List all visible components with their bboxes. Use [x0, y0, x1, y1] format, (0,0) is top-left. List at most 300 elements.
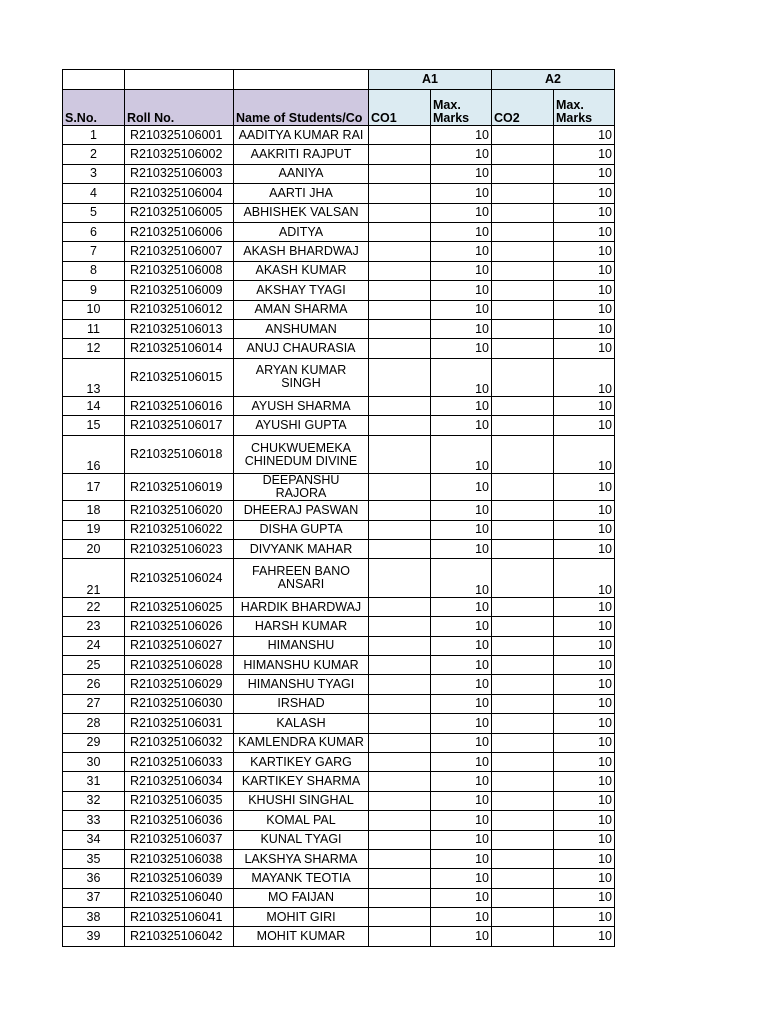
cell-co1[interactable] — [369, 714, 431, 733]
cell-max-marks-2[interactable]: 10 — [554, 617, 615, 636]
cell-co2[interactable] — [492, 830, 554, 849]
cell-max-marks-2[interactable]: 10 — [554, 242, 615, 261]
cell-max-marks-2[interactable]: 10 — [554, 261, 615, 280]
cell-co1[interactable] — [369, 397, 431, 416]
cell-max-marks-2[interactable]: 10 — [554, 597, 615, 616]
cell-max-marks-1[interactable]: 10 — [431, 540, 492, 559]
cell-sno[interactable]: 4 — [63, 184, 125, 203]
cell-co1[interactable] — [369, 222, 431, 241]
cell-roll-no[interactable]: R210325106041 — [125, 908, 234, 927]
cell-roll-no[interactable]: R210325106008 — [125, 261, 234, 280]
cell-sno[interactable]: 13 — [63, 358, 125, 396]
cell-max-marks-2[interactable]: 10 — [554, 772, 615, 791]
cell-max-marks-1[interactable]: 10 — [431, 203, 492, 222]
cell-max-marks-2[interactable]: 10 — [554, 636, 615, 655]
cell-roll-no[interactable]: R210325106014 — [125, 339, 234, 358]
cell-co2[interactable] — [492, 416, 554, 435]
cell-max-marks-2[interactable]: 10 — [554, 559, 615, 597]
cell-max-marks-1[interactable]: 10 — [431, 358, 492, 396]
cell-sno[interactable]: 8 — [63, 261, 125, 280]
cell-co1[interactable] — [369, 184, 431, 203]
cell-roll-no[interactable]: R210325106018 — [125, 435, 234, 473]
cell-roll-no[interactable]: R210325106016 — [125, 397, 234, 416]
cell-co2[interactable] — [492, 242, 554, 261]
cell-student-name[interactable]: MOHIT GIRI — [234, 908, 369, 927]
cell-max-marks-2[interactable]: 10 — [554, 501, 615, 520]
cell-co1[interactable] — [369, 617, 431, 636]
cell-co2[interactable] — [492, 474, 554, 501]
cell-roll-no[interactable]: R210325106042 — [125, 927, 234, 946]
cell-co1[interactable] — [369, 319, 431, 338]
cell-max-marks-2[interactable]: 10 — [554, 675, 615, 694]
cell-student-name[interactable]: AYUSH SHARMA — [234, 397, 369, 416]
header-blank-cell[interactable] — [125, 70, 234, 90]
cell-sno[interactable]: 34 — [63, 830, 125, 849]
cell-student-name[interactable]: AADITYA KUMAR RAI — [234, 126, 369, 145]
cell-roll-no[interactable]: R210325106022 — [125, 520, 234, 539]
cell-max-marks-1[interactable]: 10 — [431, 300, 492, 319]
cell-max-marks-2[interactable]: 10 — [554, 908, 615, 927]
cell-roll-no[interactable]: R210325106032 — [125, 733, 234, 752]
cell-co2[interactable] — [492, 435, 554, 473]
cell-co2[interactable] — [492, 908, 554, 927]
cell-co1[interactable] — [369, 849, 431, 868]
cell-max-marks-1[interactable]: 10 — [431, 126, 492, 145]
cell-roll-no[interactable]: R210325106026 — [125, 617, 234, 636]
cell-co2[interactable] — [492, 675, 554, 694]
cell-co2[interactable] — [492, 636, 554, 655]
cell-max-marks-1[interactable]: 10 — [431, 888, 492, 907]
cell-max-marks-2[interactable]: 10 — [554, 222, 615, 241]
cell-max-marks-2[interactable]: 10 — [554, 694, 615, 713]
cell-max-marks-1[interactable]: 10 — [431, 752, 492, 771]
cell-sno[interactable]: 19 — [63, 520, 125, 539]
header-group-a2[interactable]: A2 — [492, 70, 615, 90]
cell-co2[interactable] — [492, 694, 554, 713]
cell-co2[interactable] — [492, 733, 554, 752]
cell-max-marks-1[interactable]: 10 — [431, 597, 492, 616]
cell-sno[interactable]: 35 — [63, 849, 125, 868]
cell-max-marks-2[interactable]: 10 — [554, 126, 615, 145]
cell-sno[interactable]: 37 — [63, 888, 125, 907]
cell-max-marks-2[interactable]: 10 — [554, 927, 615, 946]
cell-co2[interactable] — [492, 164, 554, 183]
cell-sno[interactable]: 25 — [63, 655, 125, 674]
cell-roll-no[interactable]: R210325106038 — [125, 849, 234, 868]
cell-roll-no[interactable]: R210325106040 — [125, 888, 234, 907]
cell-max-marks-2[interactable]: 10 — [554, 300, 615, 319]
table-row — [63, 203, 615, 222]
cell-sno[interactable]: 14 — [63, 397, 125, 416]
cell-max-marks-2[interactable]: 10 — [554, 520, 615, 539]
table-row — [63, 811, 615, 830]
cell-roll-no[interactable]: R210325106017 — [125, 416, 234, 435]
cell-sno[interactable]: 21 — [63, 559, 125, 597]
header-co2[interactable]: CO2 — [492, 90, 554, 126]
cell-max-marks-1[interactable]: 10 — [431, 811, 492, 830]
cell-max-marks-2[interactable]: 10 — [554, 655, 615, 674]
cell-co1[interactable] — [369, 927, 431, 946]
cell-student-name[interactable]: ANUJ CHAURASIA — [234, 339, 369, 358]
cell-max-marks-2[interactable]: 10 — [554, 811, 615, 830]
table-row — [63, 694, 615, 713]
cell-co1[interactable] — [369, 501, 431, 520]
cell-co2[interactable] — [492, 772, 554, 791]
cell-co1[interactable] — [369, 261, 431, 280]
cell-co1[interactable] — [369, 772, 431, 791]
cell-max-marks-1[interactable]: 10 — [431, 927, 492, 946]
cell-co1[interactable] — [369, 908, 431, 927]
cell-max-marks-1[interactable]: 10 — [431, 733, 492, 752]
cell-max-marks-1[interactable]: 10 — [431, 675, 492, 694]
cell-co2[interactable] — [492, 184, 554, 203]
cell-roll-no[interactable]: R210325106013 — [125, 319, 234, 338]
header-co1[interactable]: CO1 — [369, 90, 431, 126]
cell-co1[interactable] — [369, 791, 431, 810]
cell-roll-no[interactable]: R210325106007 — [125, 242, 234, 261]
cell-max-marks-2[interactable]: 10 — [554, 339, 615, 358]
table-row — [63, 339, 615, 358]
header-student-name[interactable]: Name of Students/Co — [234, 90, 369, 126]
cell-max-marks-2[interactable]: 10 — [554, 164, 615, 183]
cell-sno[interactable]: 29 — [63, 733, 125, 752]
cell-roll-no[interactable]: R210325106025 — [125, 597, 234, 616]
cell-co1[interactable] — [369, 474, 431, 501]
cell-sno[interactable]: 12 — [63, 339, 125, 358]
cell-co2[interactable] — [492, 540, 554, 559]
cell-sno[interactable]: 10 — [63, 300, 125, 319]
cell-roll-no[interactable]: R210325106009 — [125, 281, 234, 300]
cell-max-marks-2[interactable]: 10 — [554, 281, 615, 300]
cell-student-name[interactable]: DHEERAJ PASWAN — [234, 501, 369, 520]
cell-co1[interactable] — [369, 752, 431, 771]
cell-co1[interactable] — [369, 416, 431, 435]
cell-student-name[interactable]: FAHREEN BANO ANSARI — [234, 559, 369, 597]
cell-student-name[interactable]: LAKSHYA SHARMA — [234, 849, 369, 868]
cell-co1[interactable] — [369, 358, 431, 396]
cell-student-name[interactable]: AKASH BHARDWAJ — [234, 242, 369, 261]
cell-sno[interactable]: 30 — [63, 752, 125, 771]
cell-max-marks-1[interactable]: 10 — [431, 474, 492, 501]
cell-co1[interactable] — [369, 675, 431, 694]
cell-roll-no[interactable]: R210325106031 — [125, 714, 234, 733]
cell-co2[interactable] — [492, 339, 554, 358]
cell-student-name[interactable]: DEEPANSHU RAJORA — [234, 474, 369, 501]
cell-roll-no[interactable]: R210325106020 — [125, 501, 234, 520]
cell-roll-no[interactable]: R210325106030 — [125, 694, 234, 713]
cell-max-marks-2[interactable]: 10 — [554, 319, 615, 338]
cell-student-name[interactable]: MAYANK TEOTIA — [234, 869, 369, 888]
cell-student-name[interactable]: DISHA GUPTA — [234, 520, 369, 539]
cell-co1[interactable] — [369, 597, 431, 616]
table-row — [63, 164, 615, 183]
table-row — [63, 908, 615, 927]
cell-sno[interactable]: 24 — [63, 636, 125, 655]
cell-roll-no[interactable]: R210325106002 — [125, 145, 234, 164]
cell-co1[interactable] — [369, 559, 431, 597]
cell-co1[interactable] — [369, 300, 431, 319]
cell-co2[interactable] — [492, 501, 554, 520]
cell-sno[interactable]: 9 — [63, 281, 125, 300]
cell-student-name[interactable]: KARTIKEY GARG — [234, 752, 369, 771]
cell-co1[interactable] — [369, 830, 431, 849]
cell-roll-no[interactable]: R210325106015 — [125, 358, 234, 396]
cell-co1[interactable] — [369, 164, 431, 183]
cell-sno[interactable]: 20 — [63, 540, 125, 559]
table-row — [63, 869, 615, 888]
table-row — [63, 927, 615, 946]
cell-roll-no[interactable]: R210325106023 — [125, 540, 234, 559]
cell-student-name[interactable]: HIMANSHU — [234, 636, 369, 655]
cell-co1[interactable] — [369, 281, 431, 300]
cell-max-marks-2[interactable]: 10 — [554, 397, 615, 416]
cell-max-marks-1[interactable]: 10 — [431, 636, 492, 655]
cell-max-marks-2[interactable]: 10 — [554, 540, 615, 559]
cell-max-marks-2[interactable]: 10 — [554, 358, 615, 396]
table-row — [63, 474, 615, 501]
cell-student-name[interactable]: AAKRITI RAJPUT — [234, 145, 369, 164]
cell-co2[interactable] — [492, 126, 554, 145]
cell-sno[interactable]: 28 — [63, 714, 125, 733]
cell-student-name[interactable]: KALASH — [234, 714, 369, 733]
cell-sno[interactable]: 39 — [63, 927, 125, 946]
cell-co2[interactable] — [492, 888, 554, 907]
cell-max-marks-2[interactable]: 10 — [554, 733, 615, 752]
cell-max-marks-1[interactable]: 10 — [431, 339, 492, 358]
table-row — [63, 281, 615, 300]
header-max-marks-1[interactable]: Max. Marks — [431, 90, 492, 126]
cell-sno[interactable]: 2 — [63, 145, 125, 164]
cell-student-name[interactable]: AMAN SHARMA — [234, 300, 369, 319]
cell-student-name[interactable]: AKASH KUMAR — [234, 261, 369, 280]
header-blank-cell[interactable] — [234, 70, 369, 90]
cell-max-marks-2[interactable]: 10 — [554, 791, 615, 810]
cell-max-marks-2[interactable]: 10 — [554, 145, 615, 164]
cell-sno[interactable]: 31 — [63, 772, 125, 791]
cell-sno[interactable]: 3 — [63, 164, 125, 183]
cell-co2[interactable] — [492, 281, 554, 300]
header-blank-cell[interactable] — [63, 70, 125, 90]
cell-sno[interactable]: 11 — [63, 319, 125, 338]
cell-roll-no[interactable]: R210325106006 — [125, 222, 234, 241]
cell-student-name[interactable]: AKSHAY TYAGI — [234, 281, 369, 300]
cell-student-name[interactable]: AANIYA — [234, 164, 369, 183]
table-row — [63, 242, 615, 261]
cell-max-marks-1[interactable]: 10 — [431, 261, 492, 280]
cell-sno[interactable]: 6 — [63, 222, 125, 241]
cell-roll-no[interactable]: R210325106003 — [125, 164, 234, 183]
cell-co1[interactable] — [369, 145, 431, 164]
cell-student-name[interactable]: HIMANSHU KUMAR — [234, 655, 369, 674]
cell-student-name[interactable]: IRSHAD — [234, 694, 369, 713]
cell-max-marks-1[interactable]: 10 — [431, 242, 492, 261]
cell-max-marks-2[interactable]: 10 — [554, 184, 615, 203]
cell-sno[interactable]: 16 — [63, 435, 125, 473]
cell-co2[interactable] — [492, 358, 554, 396]
cell-max-marks-2[interactable]: 10 — [554, 474, 615, 501]
table-row — [63, 675, 615, 694]
cell-max-marks-1[interactable]: 10 — [431, 520, 492, 539]
cell-co2[interactable] — [492, 791, 554, 810]
cell-co2[interactable] — [492, 319, 554, 338]
cell-sno[interactable]: 1 — [63, 126, 125, 145]
cell-sno[interactable]: 18 — [63, 501, 125, 520]
cell-max-marks-1[interactable]: 10 — [431, 694, 492, 713]
cell-student-name[interactable]: ABHISHEK VALSAN — [234, 203, 369, 222]
cell-sno[interactable]: 23 — [63, 617, 125, 636]
header-row-groups — [63, 70, 615, 90]
cell-co2[interactable] — [492, 222, 554, 241]
cell-co2[interactable] — [492, 811, 554, 830]
cell-roll-no[interactable]: R210325106033 — [125, 752, 234, 771]
cell-max-marks-1[interactable]: 10 — [431, 319, 492, 338]
cell-max-marks-2[interactable]: 10 — [554, 714, 615, 733]
cell-sno[interactable]: 26 — [63, 675, 125, 694]
cell-student-name[interactable]: CHUKWUEMEKA CHINEDUM DIVINE — [234, 435, 369, 473]
header-roll-no[interactable]: Roll No. — [125, 90, 234, 126]
cell-student-name[interactable]: HARSH KUMAR — [234, 617, 369, 636]
cell-sno[interactable]: 7 — [63, 242, 125, 261]
cell-max-marks-2[interactable]: 10 — [554, 435, 615, 473]
cell-co1[interactable] — [369, 655, 431, 674]
cell-co1[interactable] — [369, 435, 431, 473]
cell-student-name[interactable]: KOMAL PAL — [234, 811, 369, 830]
cell-roll-no[interactable]: R210325106029 — [125, 675, 234, 694]
cell-sno[interactable]: 38 — [63, 908, 125, 927]
cell-max-marks-1[interactable]: 10 — [431, 222, 492, 241]
cell-student-name[interactable]: KARTIKEY SHARMA — [234, 772, 369, 791]
cell-roll-no[interactable]: R210325106039 — [125, 869, 234, 888]
cell-max-marks-1[interactable]: 10 — [431, 714, 492, 733]
cell-max-marks-2[interactable]: 10 — [554, 849, 615, 868]
cell-sno[interactable]: 22 — [63, 597, 125, 616]
cell-student-name[interactable]: AYUSHI GUPTA — [234, 416, 369, 435]
cell-co2[interactable] — [492, 203, 554, 222]
cell-co2[interactable] — [492, 869, 554, 888]
cell-max-marks-1[interactable]: 10 — [431, 397, 492, 416]
cell-roll-no[interactable]: R210325106035 — [125, 791, 234, 810]
cell-co1[interactable] — [369, 126, 431, 145]
cell-sno[interactable]: 32 — [63, 791, 125, 810]
cell-sno[interactable]: 15 — [63, 416, 125, 435]
cell-co1[interactable] — [369, 242, 431, 261]
cell-max-marks-1[interactable]: 10 — [431, 772, 492, 791]
cell-co2[interactable] — [492, 655, 554, 674]
cell-max-marks-1[interactable]: 10 — [431, 145, 492, 164]
cell-co1[interactable] — [369, 811, 431, 830]
cell-max-marks-1[interactable]: 10 — [431, 184, 492, 203]
cell-student-name[interactable]: HIMANSHU TYAGI — [234, 675, 369, 694]
cell-student-name[interactable]: MO FAIJAN — [234, 888, 369, 907]
cell-co2[interactable] — [492, 617, 554, 636]
cell-max-marks-1[interactable]: 10 — [431, 849, 492, 868]
cell-student-name[interactable]: ARYAN KUMAR SINGH — [234, 358, 369, 396]
cell-max-marks-2[interactable]: 10 — [554, 888, 615, 907]
cell-co2[interactable] — [492, 597, 554, 616]
cell-student-name[interactable]: MOHIT KUMAR — [234, 927, 369, 946]
cell-student-name[interactable]: KHUSHI SINGHAL — [234, 791, 369, 810]
header-sno[interactable]: S.No. — [63, 90, 125, 126]
cell-co1[interactable] — [369, 339, 431, 358]
cell-roll-no[interactable]: R210325106012 — [125, 300, 234, 319]
cell-sno[interactable]: 27 — [63, 694, 125, 713]
cell-roll-no[interactable]: R210325106034 — [125, 772, 234, 791]
cell-student-name[interactable]: KAMLENDRA KUMAR — [234, 733, 369, 752]
cell-co2[interactable] — [492, 520, 554, 539]
cell-student-name[interactable]: ADITYA — [234, 222, 369, 241]
cell-max-marks-1[interactable]: 10 — [431, 791, 492, 810]
cell-roll-no[interactable]: R210325106027 — [125, 636, 234, 655]
cell-roll-no[interactable]: R210325106024 — [125, 559, 234, 597]
table-row — [63, 540, 615, 559]
cell-roll-no[interactable]: R210325106037 — [125, 830, 234, 849]
cell-max-marks-2[interactable]: 10 — [554, 830, 615, 849]
cell-sno[interactable]: 33 — [63, 811, 125, 830]
cell-roll-no[interactable]: R210325106036 — [125, 811, 234, 830]
cell-co2[interactable] — [492, 714, 554, 733]
cell-co2[interactable] — [492, 849, 554, 868]
cell-co2[interactable] — [492, 145, 554, 164]
cell-roll-no[interactable]: R210325106001 — [125, 126, 234, 145]
cell-co1[interactable] — [369, 733, 431, 752]
cell-max-marks-1[interactable]: 10 — [431, 869, 492, 888]
cell-max-marks-1[interactable]: 10 — [431, 435, 492, 473]
cell-roll-no[interactable]: R210325106005 — [125, 203, 234, 222]
cell-roll-no[interactable]: R210325106004 — [125, 184, 234, 203]
cell-co1[interactable] — [369, 203, 431, 222]
cell-co2[interactable] — [492, 397, 554, 416]
cell-max-marks-1[interactable]: 10 — [431, 830, 492, 849]
cell-student-name[interactable]: KUNAL TYAGI — [234, 830, 369, 849]
cell-co2[interactable] — [492, 559, 554, 597]
cell-co2[interactable] — [492, 300, 554, 319]
cell-max-marks-1[interactable]: 10 — [431, 655, 492, 674]
cell-max-marks-1[interactable]: 10 — [431, 559, 492, 597]
cell-max-marks-1[interactable]: 10 — [431, 908, 492, 927]
header-row-columns — [63, 90, 615, 126]
cell-co2[interactable] — [492, 752, 554, 771]
header-group-a1[interactable]: A1 — [369, 70, 492, 90]
cell-max-marks-1[interactable]: 10 — [431, 617, 492, 636]
cell-max-marks-2[interactable]: 10 — [554, 752, 615, 771]
cell-co2[interactable] — [492, 261, 554, 280]
cell-co1[interactable] — [369, 636, 431, 655]
cell-student-name[interactable]: ANSHUMAN — [234, 319, 369, 338]
cell-max-marks-1[interactable]: 10 — [431, 164, 492, 183]
cell-co1[interactable] — [369, 694, 431, 713]
cell-max-marks-2[interactable]: 10 — [554, 869, 615, 888]
cell-co1[interactable] — [369, 540, 431, 559]
cell-sno[interactable]: 36 — [63, 869, 125, 888]
cell-roll-no[interactable]: R210325106028 — [125, 655, 234, 674]
cell-max-marks-1[interactable]: 10 — [431, 416, 492, 435]
header-max-marks-2[interactable]: Max. Marks — [554, 90, 615, 126]
cell-co2[interactable] — [492, 927, 554, 946]
cell-max-marks-1[interactable]: 10 — [431, 281, 492, 300]
cell-max-marks-2[interactable]: 10 — [554, 203, 615, 222]
cell-sno[interactable]: 5 — [63, 203, 125, 222]
cell-max-marks-2[interactable]: 10 — [554, 416, 615, 435]
cell-sno[interactable]: 17 — [63, 474, 125, 501]
cell-student-name[interactable]: AARTI JHA — [234, 184, 369, 203]
cell-co1[interactable] — [369, 869, 431, 888]
cell-student-name[interactable]: HARDIK BHARDWAJ — [234, 597, 369, 616]
cell-co1[interactable] — [369, 888, 431, 907]
cell-co1[interactable] — [369, 520, 431, 539]
cell-roll-no[interactable]: R210325106019 — [125, 474, 234, 501]
cell-student-name[interactable]: DIVYANK MAHAR — [234, 540, 369, 559]
cell-max-marks-1[interactable]: 10 — [431, 501, 492, 520]
